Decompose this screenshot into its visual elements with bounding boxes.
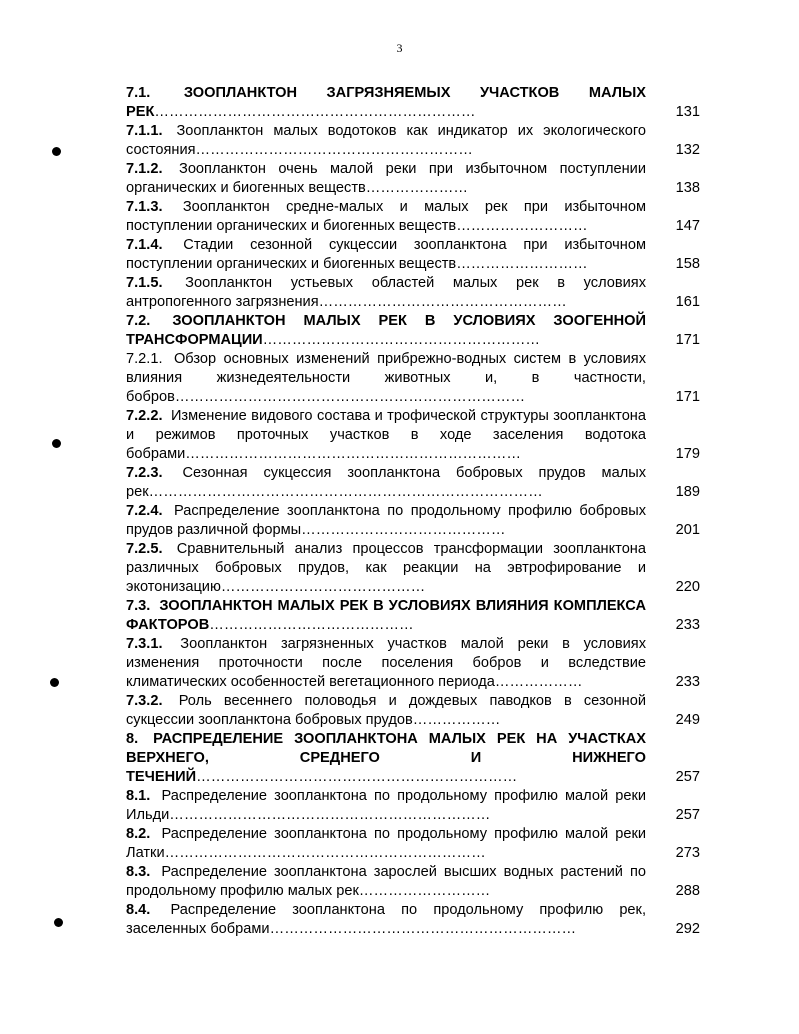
toc-entry: 7.2.3. Сезонная сукцессия зоопланктона бобровых прудов малых рек……………………………………………………………………… 189 [126, 465, 700, 500]
entry-page: 233 [675, 617, 700, 633]
margin-bullet [50, 678, 59, 687]
entry-number: 7.2.5. [126, 541, 163, 557]
entry-title: ЗООПЛАНКТОН МАЛЫХ РЕК В УСЛОВИЯХ ВЛИЯНИЯ КОМПЛЕКСА ФАКТОРОВ [126, 598, 646, 633]
entry-title: ЗООПЛАНКТОН ЗАГРЯЗНЯЕМЫХ УЧАСТКОВ МАЛЫХ РЕК [126, 85, 646, 120]
entry-page: 292 [675, 921, 700, 937]
toc-entry: 8.2. Распределение зоопланктона по продольному профилю малой реки Латки………………………………………………………… 273 [126, 826, 700, 861]
entry-title: Изменение видового состава и трофической структуры зоопланктона и режимов проточных участков в ходе заселения водотока бобрами [126, 408, 646, 462]
entry-number: 7.3.2. [126, 693, 163, 709]
toc-entry: 7.1.5. Зоопланктон устьевых областей малых рек в условиях антропогенного загрязнения…………………………………………… 161 [126, 275, 700, 310]
entry-number: 8.4. [126, 902, 151, 918]
entry-title: Обзор основных изменений прибрежно-водных систем в условиях влияния жизнедеятельности животных и, в частности, бобров [126, 351, 646, 405]
entry-number: 7.1.2. [126, 161, 163, 177]
toc-entry: 7.1.3. Зоопланктон средне-малых и малых рек при избыточном поступлении органических и биогенных веществ……………………… 147 [126, 199, 700, 234]
entry-number: 8.1. [126, 788, 151, 804]
entry-page: 220 [675, 579, 700, 595]
margin-bullet [52, 439, 61, 448]
entry-page: 288 [675, 883, 700, 899]
toc-entry: 7.1.1. Зоопланктон малых водотоков как индикатор их экологического состояния………………………………………………… 132 [126, 123, 700, 158]
toc-entry: 7.1. ЗООПЛАНКТОН ЗАГРЯЗНЯЕМЫХ УЧАСТКОВ МАЛЫХ РЕК………………………………………………………… 131 [126, 85, 700, 120]
entry-page: 147 [675, 218, 700, 234]
entry-title: Зоопланктон очень малой реки при избыточном поступлении органических и биогенных веществ [126, 161, 646, 196]
entry-number: 7.3.1. [126, 636, 163, 652]
toc-entry: 8.1. Распределение зоопланктона по продольному профилю малой реки Ильди………………………………………………………… 257 [126, 788, 700, 823]
entry-number: 8.3. [126, 864, 151, 880]
entry-number: 7.2.1. [126, 351, 163, 367]
entry-page: 132 [675, 142, 700, 158]
entry-page: 131 [675, 104, 700, 120]
page-number: 3 [396, 41, 403, 55]
entry-page: 171 [675, 389, 700, 405]
entry-number: 8. [126, 731, 139, 747]
entry-title: Зоопланктон загрязненных участков малой реки в условиях изменения проточности после поселения бобров и вследствие климатических особенностей вегетационного периода [126, 636, 646, 690]
toc-entry: 7.2.1. Обзор основных изменений прибрежно-водных систем в условиях влияния жизнедеятельности животных и, в частности, бобров……………………………………………………………… 171 [126, 351, 700, 405]
entry-title: Распределение зоопланктона по продольному профилю малой реки Латки [126, 826, 646, 861]
entry-page: 201 [675, 522, 700, 538]
entry-number: 7.1.5. [126, 275, 163, 291]
toc-entry: 7.2. ЗООПЛАНКТОН МАЛЫХ РЕК В УСЛОВИЯХ ЗООГЕННОЙ ТРАНСФОРМАЦИИ………………………………………………… 171 [126, 313, 700, 348]
toc-entry: 8.3. Распределение зоопланктона зарослей высших водных растений по продольному профилю малых рек……………………… 288 [126, 864, 700, 899]
entry-page: 179 [675, 446, 700, 462]
entry-title: РАСПРЕДЕЛЕНИЕ ЗООПЛАНКТОНА МАЛЫХ РЕК НА УЧАСТКАХ ВЕРХНЕГО, СРЕДНЕГО И НИЖНЕГО ТЕЧЕНИЙ [126, 731, 646, 785]
entry-title: Распределение зоопланктона зарослей высших водных растений по продольному профилю малых рек [126, 864, 646, 899]
entry-page: 257 [675, 769, 700, 785]
entry-title: Распределение зоопланктона по продольному профилю бобровых прудов различной формы [126, 503, 646, 538]
entry-number: 7.1.1. [126, 123, 163, 139]
toc-entry: 7.2.2. Изменение видового состава и трофической структуры зоопланктона и режимов проточных участков в ходе заселения водотока бобрами…………………………………………………………… 179 [126, 408, 700, 462]
entry-page: 158 [675, 256, 700, 272]
entry-page: 138 [675, 180, 700, 196]
table-of-contents [126, 84, 706, 939]
entry-title: Распределение зоопланктона по продольному профилю малой реки Ильди [126, 788, 646, 823]
toc-entry: 7.3.2. Роль весеннего половодья и дождевых паводков в сезонной сукцессии зоопланктона бобровых прудов……………… 249 [126, 693, 700, 728]
toc-entry: 7.2.4. Распределение зоопланктона по продольному профилю бобровых прудов различной формы…………………………………… 201 [126, 503, 700, 538]
entry-title: Зоопланктон устьевых областей малых рек в условиях антропогенного загрязнения [126, 275, 646, 310]
entry-number: 8.2. [126, 826, 151, 842]
entry-page: 189 [675, 484, 700, 500]
entry-number: 7.1.3. [126, 199, 163, 215]
entry-title: Зоопланктон средне-малых и малых рек при избыточном поступлении органических и биогенных веществ [126, 199, 646, 234]
toc-entry: 8.4. Распределение зоопланктона по продольному профилю рек, заселенных бобрами……………………………………………………… 292 [126, 902, 700, 937]
entry-number: 7.1. [126, 85, 151, 101]
entry-page: 171 [675, 332, 700, 348]
entry-title: Сравнительный анализ процессов трансформации зоопланктона различных бобровых прудов, как реакции на эвтрофирование и экотонизацию [126, 541, 646, 595]
entry-page: 249 [675, 712, 700, 728]
entry-number: 7.2.4. [126, 503, 163, 519]
entry-page: 273 [675, 845, 700, 861]
entry-number: 7.3. [126, 598, 151, 614]
entry-title: Распределение зоопланктона по продольному профилю рек, заселенных бобрами [126, 902, 646, 937]
margin-bullet [54, 918, 63, 927]
toc-entry: 7.3.1. Зоопланктон загрязненных участков малой реки в условиях изменения проточности после поселения бобров и вследствие климатических особенностей вегетационного периода……………… 233 [126, 636, 700, 690]
entry-number: 7.2. [126, 313, 151, 329]
entry-number: 7.2.2. [126, 408, 163, 424]
toc-entry: 7.2.5. Сравнительный анализ процессов трансформации зоопланктона различных бобровых прудов, как реакции на эвтрофирование и экотонизацию…………………………………… 220 [126, 541, 700, 595]
entry-number: 7.1.4. [126, 237, 163, 253]
entry-title: Сезонная сукцессия зоопланктона бобровых прудов малых рек [126, 465, 646, 500]
entry-title: Роль весеннего половодья и дождевых паводков в сезонной сукцессии зоопланктона бобровых прудов [126, 693, 646, 728]
entry-page: 161 [675, 294, 700, 310]
margin-bullet [52, 147, 61, 156]
entry-title: ЗООПЛАНКТОН МАЛЫХ РЕК В УСЛОВИЯХ ЗООГЕННОЙ ТРАНСФОРМАЦИИ [126, 313, 647, 348]
toc-entry: 8. РАСПРЕДЕЛЕНИЕ ЗООПЛАНКТОНА МАЛЫХ РЕК НА УЧАСТКАХ ВЕРХНЕГО, СРЕДНЕГО И НИЖНЕГО ТЕЧЕНИЙ………………………………………………………… 257 [126, 731, 700, 785]
entry-page: 257 [675, 807, 700, 823]
entry-title: Зоопланктон малых водотоков как индикатор их экологического состояния [126, 123, 646, 158]
toc-entry: 7.1.2. Зоопланктон очень малой реки при избыточном поступлении органических и биогенных веществ………………… 138 [126, 161, 700, 196]
entry-title: Стадии сезонной сукцессии зоопланктона при избыточном поступлении органических и биогенных веществ [126, 237, 646, 272]
entry-page: 233 [675, 674, 700, 690]
toc-entry: 7.1.4. Стадии сезонной сукцессии зоопланктона при избыточном поступлении органических и биогенных веществ……………………… 158 [126, 237, 700, 272]
entry-number: 7.2.3. [126, 465, 163, 481]
toc-entry: 7.3. ЗООПЛАНКТОН МАЛЫХ РЕК В УСЛОВИЯХ ВЛИЯНИЯ КОМПЛЕКСА ФАКТОРОВ…………………………………… 233 [126, 598, 700, 633]
